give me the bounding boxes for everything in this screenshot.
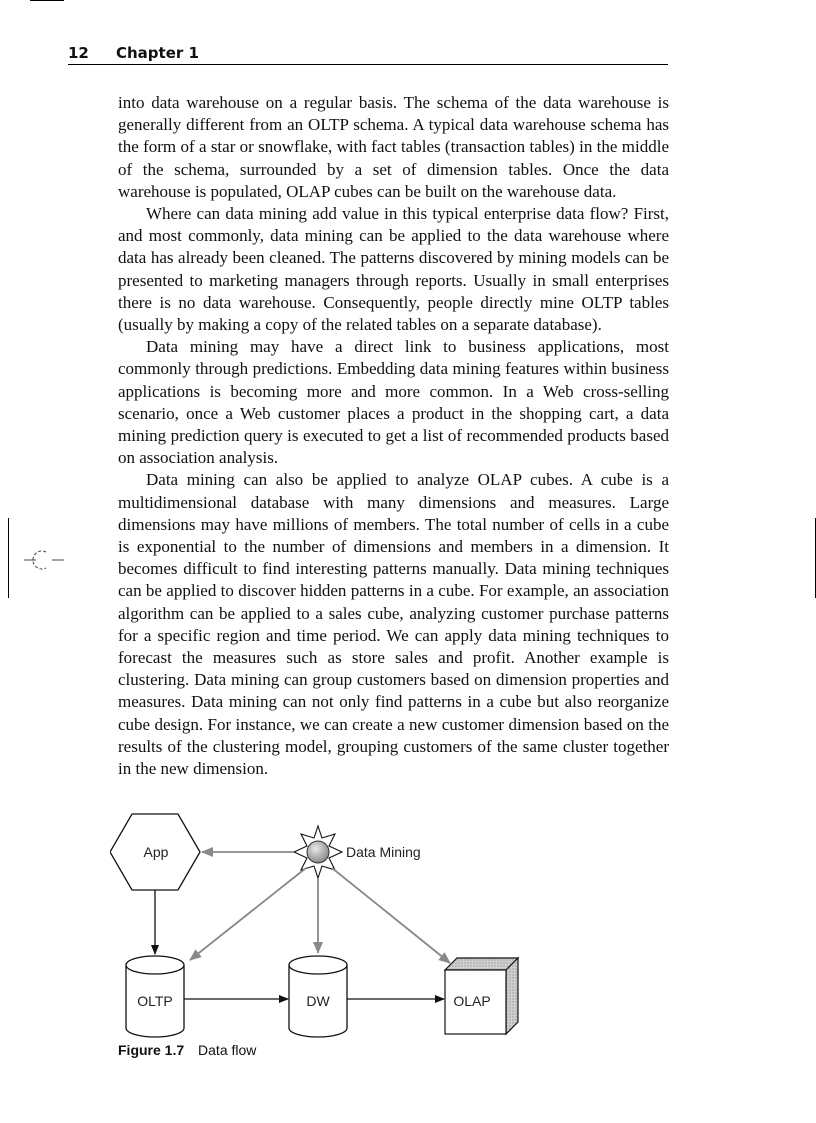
paragraph: Data mining may have a direct link to business applications, most commonly through predictions. Embedding data mining features within business applications is becoming more and more common. In a Web cross-selling scenario, once a Web customer places a product in the shopping cart, a data mining prediction query is executed to get a list of recommended products based on association analysis. xyxy=(118,337,669,468)
figure-caption-label: Figure 1.7 xyxy=(118,1042,185,1058)
dw-label: DW xyxy=(306,993,330,1009)
olap-label: OLAP xyxy=(453,993,491,1009)
data-mining-node xyxy=(294,826,421,878)
oltp-label: OLTP xyxy=(137,993,173,1009)
chapter-title: Chapter 1 xyxy=(116,44,199,62)
data-flow-diagram xyxy=(110,800,550,1050)
paragraph: into data warehouse on a regular basis. The schema of the data warehouse is generally different from an OLTP schema. A typical data warehouse schema has the form of a star or snowflake, with fact tables (transaction tables) in the middle of the schema, surrounded by a set of dimension tables. Once the data warehouse is populated, OLAP cubes can be built on the warehouse data. xyxy=(118,93,669,201)
crop-mark-left xyxy=(8,518,9,598)
app-node xyxy=(110,814,200,890)
paragraph: Where can data mining add value in this typical enterprise data flow? First, and most commonly, data mining can be applied to the data warehouse where data has already been cleaned. The patterns discovered by mining models can be presented to marketing managers through reports. Usually in small enterprises there is no data warehouse. Consequently, people directly mine OLTP tables (usually by making a copy of the related tables on a separate database). xyxy=(118,204,669,335)
arrow-mining-to-oltp xyxy=(190,868,306,960)
app-label: App xyxy=(143,844,169,860)
dw-node xyxy=(289,956,347,1037)
page-number: 12 xyxy=(68,44,89,62)
crop-mark-top xyxy=(30,0,64,1)
figure-caption xyxy=(118,1042,256,1058)
arrow-mining-to-olap xyxy=(332,868,450,963)
olap-node xyxy=(445,958,518,1034)
figure-caption-text: Data flow xyxy=(198,1042,257,1058)
running-header xyxy=(68,42,668,65)
data-mining-label: Data Mining xyxy=(346,844,421,860)
paragraph: Data mining can also be applied to analyze OLAP cubes. A cube is a multidimensional database with many dimensions and measures. Large dimensions may have millions of members. The total number of cells in a cube is exponential to the number of dimensions and members in a dimension. It becomes difficult to find interesting patterns manually. Data mining techniques can be applied to discover hidden patterns in a cube. For example, an association algorithm can be applied to a sales cube, analyzing customer purchase patterns for a specific region and time period. We can apply data mining techniques to forecast the measures such as store sales and profit. Another example is clustering. Data mining can group customers based on dimension properties and measures. Data mining can not only find patterns in a cube but also reorganize cube design. For instance, we can create a new customer dimension based on the results of the clustering model, grouping customers of the same cluster together in the new dimension. xyxy=(118,470,669,779)
oltp-node xyxy=(126,956,184,1037)
registration-mark xyxy=(22,548,66,572)
body-text xyxy=(118,92,669,780)
